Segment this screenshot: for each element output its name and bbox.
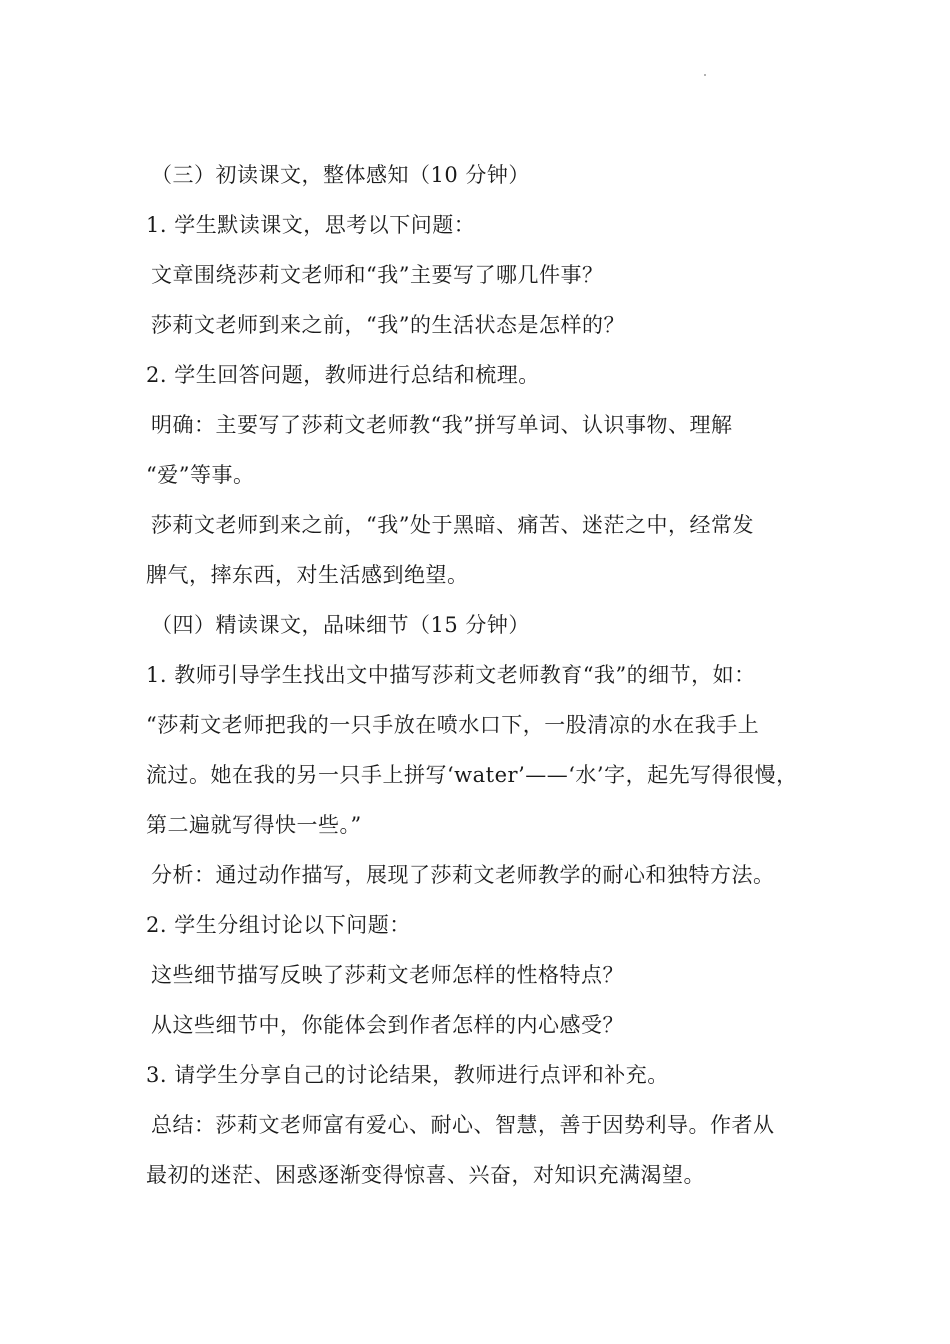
question-life-before: 莎莉文老师到来之前，“我”的生活状态是怎样的？ <box>151 313 625 337</box>
corner-dot-mark <box>704 74 706 76</box>
before-arrival-line-1: 莎莉文老师到来之前，“我”处于黑暗、痛苦、迷茫之中，经常发 <box>151 513 754 537</box>
detail-step-1-prompt: 1. 教师引导学生找出文中描写莎莉文老师教育“我”的细节，如： <box>146 663 756 687</box>
discussion-question-traits: 这些细节描写反映了莎莉文老师怎样的性格特点？ <box>151 963 624 987</box>
quote-line-3: 第二遍就写得快一些。” <box>146 813 362 837</box>
clarify-answer-line-2: “爱”等事。 <box>146 463 255 487</box>
quote-line-2: 流过。她在我的另一只手上拼写‘water’——‘水’字，起先写得很慢， <box>146 763 798 787</box>
clarify-answer-line-1: 明确：主要写了莎莉文老师教“我”拼写单词、认识事物、理解 <box>151 413 733 437</box>
step-2-prompt: 2. 学生回答问题，教师进行总结和梳理。 <box>146 363 540 387</box>
summary-line-1: 总结：莎莉文老师富有爱心、耐心、智慧，善于因势利导。作者从 <box>151 1113 775 1137</box>
question-main-events: 文章围绕莎莉文老师和“我”主要写了哪几件事？ <box>151 263 604 287</box>
quote-line-1: “莎莉文老师把我的一只手放在喷水口下，一股清凉的水在我手上 <box>146 713 760 737</box>
section-heading-three: （三）初读课文，整体感知（10 分钟） <box>151 163 530 187</box>
before-arrival-line-2: 脾气，摔东西，对生活感到绝望。 <box>146 563 469 587</box>
summary-line-2: 最初的迷茫、困惑逐渐变得惊喜、兴奋，对知识充满渴望。 <box>146 1163 705 1187</box>
section-heading-four: （四）精读课文，品味细节（15 分钟） <box>151 613 530 637</box>
discussion-question-feelings: 从这些细节中，你能体会到作者怎样的内心感受？ <box>151 1013 624 1037</box>
document-body <box>146 150 836 1200</box>
detail-step-2-prompt: 2. 学生分组讨论以下问题： <box>146 913 411 937</box>
detail-step-3-prompt: 3. 请学生分享自己的讨论结果，教师进行点评和补充。 <box>146 1063 669 1087</box>
step-1-prompt: 1. 学生默读课文，思考以下问题： <box>146 213 476 237</box>
analysis-line: 分析：通过动作描写，展现了莎莉文老师教学的耐心和独特方法。 <box>151 863 775 887</box>
